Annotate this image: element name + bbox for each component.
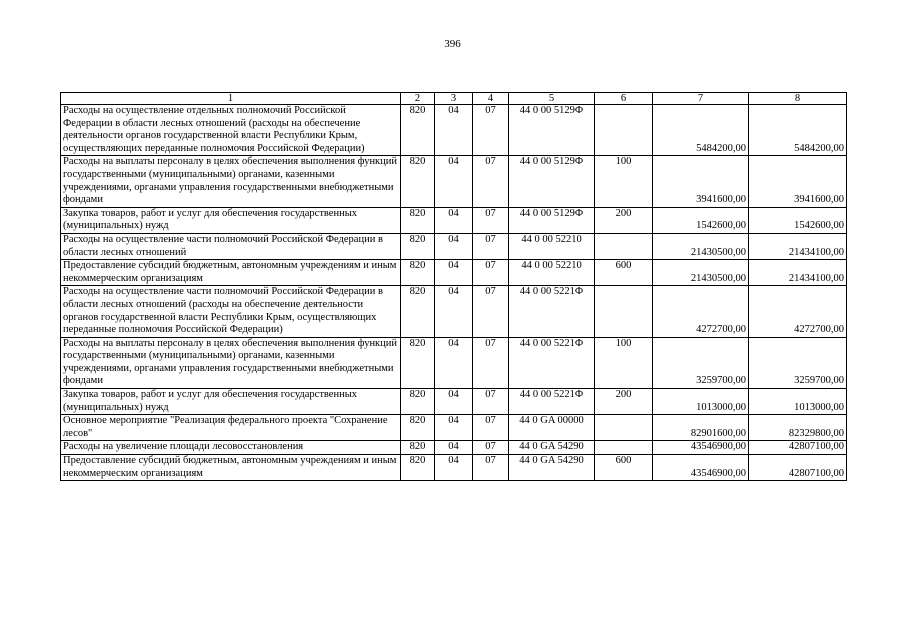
row-section-code: 04	[435, 105, 473, 156]
header-row	[61, 93, 847, 105]
row-subsection-code: 07	[473, 455, 509, 481]
row-section-code: 04	[435, 260, 473, 286]
row-target-article: 44 0 00 5129Ф	[509, 207, 595, 233]
row-chapter-code: 820	[401, 207, 435, 233]
row-target-article: 44 0 00 52210	[509, 260, 595, 286]
row-section-code: 04	[435, 455, 473, 481]
row-subsection-code: 07	[473, 260, 509, 286]
row-section-code: 04	[435, 286, 473, 337]
row-chapter-code: 820	[401, 233, 435, 259]
table-row	[61, 415, 847, 441]
row-section-code: 04	[435, 389, 473, 415]
row-expense-type: 600	[595, 455, 653, 481]
row-target-article: 44 0 00 5129Ф	[509, 105, 595, 156]
row-amount-year1: 1542600,00	[653, 207, 749, 233]
row-amount-year1: 43546900,00	[653, 455, 749, 481]
column-header: 3	[435, 93, 473, 105]
row-amount-year2: 42807100,00	[749, 455, 847, 481]
table-row	[61, 441, 847, 455]
row-expense-type	[595, 415, 653, 441]
row-chapter-code: 820	[401, 415, 435, 441]
row-section-code: 04	[435, 156, 473, 207]
row-chapter-code: 820	[401, 389, 435, 415]
row-description: Расходы на увеличение площади лесовосстановления	[61, 441, 401, 455]
row-expense-type: 200	[595, 389, 653, 415]
row-description: Предоставление субсидий бюджетным, автономным учреждениям и иным некоммерческим организациям	[61, 455, 401, 481]
row-expense-type: 600	[595, 260, 653, 286]
row-section-code: 04	[435, 207, 473, 233]
row-amount-year1: 82901600,00	[653, 415, 749, 441]
row-amount-year2: 3941600,00	[749, 156, 847, 207]
table-row	[61, 105, 847, 156]
row-amount-year2: 42807100,00	[749, 441, 847, 455]
row-section-code: 04	[435, 233, 473, 259]
row-description: Расходы на осуществление отдельных полномочий Российской Федерации в области лесных отношений (расходы на обеспечение деятельности органов государственной власти Республики Крым, осуществляющих переданные полномочия Российской Федерации)	[61, 105, 401, 156]
page-number: 396	[444, 38, 461, 50]
row-subsection-code: 07	[473, 389, 509, 415]
row-chapter-code: 820	[401, 455, 435, 481]
row-chapter-code: 820	[401, 441, 435, 455]
row-description: Расходы на выплаты персоналу в целях обеспечения выполнения функций государственными (муниципальными) органами, казенными учреждениями, органами управления государственными внебюджетными фондами	[61, 337, 401, 388]
row-chapter-code: 820	[401, 260, 435, 286]
row-amount-year2: 4272700,00	[749, 286, 847, 337]
row-subsection-code: 07	[473, 286, 509, 337]
row-expense-type	[595, 233, 653, 259]
table-row	[61, 455, 847, 481]
row-description: Закупка товаров, работ и услуг для обеспечения государственных (муниципальных) нужд	[61, 207, 401, 233]
row-amount-year1: 21430500,00	[653, 260, 749, 286]
row-target-article: 44 0 00 5221Ф	[509, 337, 595, 388]
row-chapter-code: 820	[401, 337, 435, 388]
row-target-article: 44 0 GA 00000	[509, 415, 595, 441]
budget-table	[60, 92, 847, 481]
row-expense-type: 100	[595, 156, 653, 207]
row-amount-year2: 3259700,00	[749, 337, 847, 388]
table-row	[61, 156, 847, 207]
row-amount-year1: 3941600,00	[653, 156, 749, 207]
row-subsection-code: 07	[473, 441, 509, 455]
row-subsection-code: 07	[473, 337, 509, 388]
row-amount-year2: 5484200,00	[749, 105, 847, 156]
row-amount-year1: 3259700,00	[653, 337, 749, 388]
row-section-code: 04	[435, 415, 473, 441]
column-header: 4	[473, 93, 509, 105]
row-target-article: 44 0 00 5221Ф	[509, 389, 595, 415]
row-expense-type	[595, 286, 653, 337]
row-amount-year2: 1013000,00	[749, 389, 847, 415]
row-description: Предоставление субсидий бюджетным, автономным учреждениям и иным некоммерческим организациям	[61, 260, 401, 286]
column-header: 7	[653, 93, 749, 105]
row-section-code: 04	[435, 337, 473, 388]
row-target-article: 44 0 00 5221Ф	[509, 286, 595, 337]
row-amount-year1: 1013000,00	[653, 389, 749, 415]
table-row	[61, 286, 847, 337]
row-chapter-code: 820	[401, 105, 435, 156]
row-amount-year2: 21434100,00	[749, 260, 847, 286]
row-target-article: 44 0 GA 54290	[509, 455, 595, 481]
row-subsection-code: 07	[473, 156, 509, 207]
column-header: 8	[749, 93, 847, 105]
row-subsection-code: 07	[473, 233, 509, 259]
column-header: 2	[401, 93, 435, 105]
table-row	[61, 389, 847, 415]
column-header: 1	[61, 93, 401, 105]
row-amount-year2: 21434100,00	[749, 233, 847, 259]
row-amount-year2: 1542600,00	[749, 207, 847, 233]
column-header: 5	[509, 93, 595, 105]
row-section-code: 04	[435, 441, 473, 455]
column-header: 6	[595, 93, 653, 105]
row-description: Расходы на осуществление части полномочий Российской Федерации в области лесных отношений	[61, 233, 401, 259]
row-chapter-code: 820	[401, 156, 435, 207]
row-amount-year1: 43546900,00	[653, 441, 749, 455]
row-expense-type	[595, 105, 653, 156]
row-target-article: 44 0 00 52210	[509, 233, 595, 259]
row-expense-type: 200	[595, 207, 653, 233]
row-amount-year1: 21430500,00	[653, 233, 749, 259]
row-description: Закупка товаров, работ и услуг для обеспечения государственных (муниципальных) нужд	[61, 389, 401, 415]
row-target-article: 44 0 00 5129Ф	[509, 156, 595, 207]
row-subsection-code: 07	[473, 105, 509, 156]
row-amount-year1: 5484200,00	[653, 105, 749, 156]
row-expense-type	[595, 441, 653, 455]
table-row	[61, 233, 847, 259]
row-subsection-code: 07	[473, 415, 509, 441]
table-row	[61, 207, 847, 233]
table-row	[61, 337, 847, 388]
row-subsection-code: 07	[473, 207, 509, 233]
row-target-article: 44 0 GA 54290	[509, 441, 595, 455]
row-amount-year1: 4272700,00	[653, 286, 749, 337]
row-chapter-code: 820	[401, 286, 435, 337]
row-expense-type: 100	[595, 337, 653, 388]
row-description: Расходы на выплаты персоналу в целях обеспечения выполнения функций государственными (муниципальными) органами, казенными учреждениями, органами управления государственными внебюджетными фондами	[61, 156, 401, 207]
row-description: Основное мероприятие "Реализация федерального проекта "Сохранение лесов"	[61, 415, 401, 441]
row-amount-year2: 82329800,00	[749, 415, 847, 441]
table-row	[61, 260, 847, 286]
row-description: Расходы на осуществление части полномочий Российской Федерации в области лесных отношений (расходы на обеспечение деятельности органов государственной власти Республики Крым, осуществляющих переданные полномочия Российской Федерации)	[61, 286, 401, 337]
